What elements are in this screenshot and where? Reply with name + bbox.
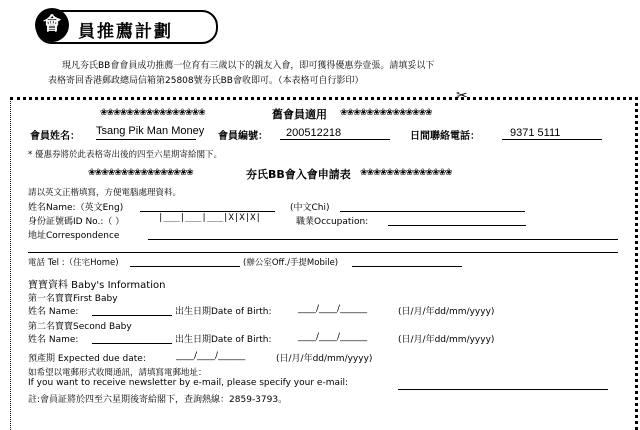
tel-home-label: 電話 Tel :（住宅Home) bbox=[28, 258, 119, 268]
footer-note: 註:會員証將於四至六星期後寄給閣下，查詢熱線：2859-3793。 bbox=[28, 395, 288, 405]
member-name-line bbox=[96, 139, 196, 140]
id-masked-digits: X|X|X bbox=[228, 213, 256, 223]
name-eng-label: 姓名Name:（英文Eng) bbox=[28, 203, 124, 213]
first-baby-date-format: (日/月/年dd/mm/yyyy) bbox=[398, 307, 495, 317]
address-field-1[interactable] bbox=[148, 239, 618, 240]
first-baby-name-field[interactable] bbox=[92, 315, 172, 316]
second-baby-name-label: 姓名 Name: bbox=[28, 335, 79, 345]
occupation-field[interactable] bbox=[388, 225, 526, 226]
member-number-line bbox=[280, 139, 390, 140]
first-baby-name-label: 姓名 Name: bbox=[28, 307, 79, 317]
application-heading: 夯氏BB會入會申請表 bbox=[246, 168, 351, 181]
address-label: 地址Correspondence bbox=[28, 231, 120, 241]
name-eng-field[interactable] bbox=[140, 211, 275, 212]
title-badge bbox=[36, 10, 218, 44]
email-note-chinese: 如希望以電郵形式收閱通訊，請填寫電郵地址： bbox=[28, 368, 207, 378]
due-date-field[interactable]: ____/____/______ bbox=[176, 351, 246, 361]
email-field[interactable] bbox=[398, 389, 608, 390]
scissors-icon: ✂ bbox=[456, 88, 468, 104]
email-note-english: If you want to receive newsletter by e-mail, please specify your e-mail: bbox=[28, 378, 349, 388]
name-chi-label: (中文Chi) bbox=[290, 203, 330, 213]
first-baby-dob-label: 出生日期Date of Birth: bbox=[175, 307, 272, 317]
second-baby-date-format: (日/月/年dd/mm/yyyy) bbox=[398, 335, 495, 345]
day-phone-label: 日間聯絡電話： bbox=[410, 131, 480, 142]
old-member-note: * 優惠券將於此表格寄出後的四至六星期寄給閣下。 bbox=[28, 150, 222, 160]
member-number-label: 會員編號： bbox=[218, 131, 268, 142]
first-baby-label: 第一名寶寶First Baby bbox=[28, 294, 118, 304]
first-baby-dob-field[interactable]: ____/____/______ bbox=[298, 304, 368, 314]
day-phone-value[interactable]: 9371 5111 bbox=[510, 127, 561, 139]
second-baby-label: 第二名寶寶Second Baby bbox=[28, 322, 132, 332]
old-member-heading: 舊會員適用 bbox=[272, 108, 327, 121]
id-number-boxes[interactable]: |___|___|___|X|X|X| bbox=[158, 213, 261, 223]
tel-home-field[interactable] bbox=[130, 266, 240, 267]
intro-line-1: 現凡夯氏BB會會員成功推薦一位育有三歲以下的親友入會，即可獲得優惠券壹張。請填妥以下 bbox=[62, 61, 435, 71]
name-chi-field[interactable] bbox=[340, 211, 525, 212]
badge-circle-char: 會 bbox=[35, 8, 69, 42]
baby-info-heading: 寶寶資料 Baby's Information bbox=[28, 280, 166, 291]
member-number-value[interactable]: 200512218 bbox=[286, 127, 342, 139]
application-instruction: 請以英文正楷填寫，方便電腦處理資料。 bbox=[28, 188, 182, 198]
day-phone-line bbox=[502, 139, 602, 140]
second-baby-dob-label: 出生日期Date of Birth: bbox=[175, 335, 272, 345]
flower-row-left: ❀❀❀❀❀❀❀❀❀❀❀❀❀❀❀❀ bbox=[100, 108, 205, 118]
id-number-label: 身份証號碼ID No.:（ ） bbox=[28, 217, 125, 227]
page-title: 員推薦計劃 bbox=[78, 22, 173, 42]
tel-office-label: (辦公室Off./手提Mobile) bbox=[243, 258, 339, 268]
member-name-label: 會員姓名： bbox=[30, 131, 80, 142]
due-date-label: 預產期 Expected due date: bbox=[28, 354, 146, 364]
flower-row-app-left: ❀❀❀❀❀❀❀❀❀❀❀❀❀❀❀❀ bbox=[88, 168, 193, 178]
member-name-value[interactable]: Tsang Pik Man Money bbox=[96, 125, 205, 137]
second-baby-dob-field[interactable]: ____/____/______ bbox=[298, 332, 368, 342]
flower-row-right: ❀❀❀❀❀❀❀❀❀❀❀❀❀❀ bbox=[340, 108, 432, 118]
flower-row-app-right: ❀❀❀❀❀❀❀❀❀❀❀❀❀❀ bbox=[360, 168, 452, 178]
due-date-format: (日/月/年dd/mm/yyyy) bbox=[276, 354, 373, 364]
occupation-label: 職業Occupation: bbox=[296, 217, 369, 227]
tel-office-field[interactable] bbox=[352, 266, 462, 267]
second-baby-name-field[interactable] bbox=[92, 343, 172, 344]
intro-line-2: 表格寄回香港郵政總局信箱第25808號夯氏BB會收即可。（本表格可自行影印） bbox=[48, 76, 364, 86]
address-field-2[interactable] bbox=[28, 252, 618, 253]
